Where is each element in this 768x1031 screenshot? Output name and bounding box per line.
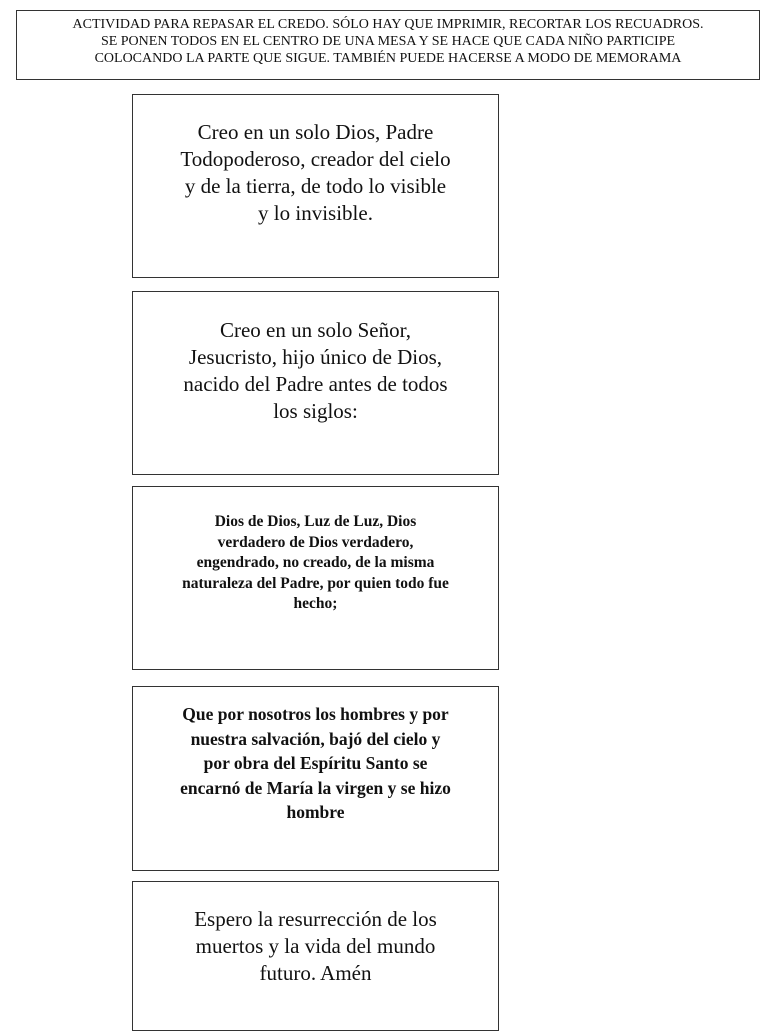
creed-card-text [133, 317, 498, 425]
instructions-box [16, 10, 760, 80]
creed-card-text [133, 119, 498, 227]
creed-card-line: los siglos: [273, 399, 358, 423]
instructions-line: ACTIVIDAD PARA REPASAR EL CREDO. SÓLO HAY QUE IMPRIMIR, RECORTAR LOS RECUADROS. [72, 17, 704, 32]
creed-card-line: hombre [286, 802, 345, 822]
creed-card-text [133, 906, 498, 987]
creed-card-line: muertos y la vida del mundo [195, 934, 436, 958]
creed-card-line: naturaleza del Padre, por quien todo fue [182, 574, 449, 592]
creed-card-line: Jesucristo, hijo único de Dios, [188, 345, 443, 369]
creed-card-line: por obra del Espíritu Santo se [203, 753, 428, 773]
creed-card-line: Dios de Dios, Luz de Luz, Dios [214, 513, 417, 530]
creed-card-line: verdadero de Dios verdadero, [217, 533, 414, 551]
creed-card-2 [132, 291, 499, 475]
creed-card-line: Que por nosotros los hombres y por [182, 704, 449, 724]
creed-card-line: hecho; [293, 595, 338, 612]
creed-card-text [133, 512, 498, 615]
creed-card-5 [132, 881, 499, 1031]
creed-card-line: Creo en un solo Dios, Padre [197, 120, 434, 144]
creed-card-4 [132, 686, 499, 871]
creed-card-line: nacido del Padre antes de todos [183, 372, 448, 396]
creed-card-line: encarnó de María la virgen y se hizo [180, 777, 451, 798]
instructions-line: COLOCANDO LA PARTE QUE SIGUE. TAMBIÉN PUEDE HACERSE A MODO DE MEMORAMA [94, 51, 682, 66]
creed-card-text [133, 702, 498, 825]
creed-card-3 [132, 486, 499, 670]
creed-card-line: Espero la resurrección de los [194, 907, 437, 931]
creed-card-1 [132, 94, 499, 278]
creed-card-line: Creo en un solo Señor, [219, 318, 412, 342]
instructions-line: SE PONEN TODOS EN EL CENTRO DE UNA MESA Y SE HACE QUE CADA NIÑO PARTICIPE [100, 34, 676, 49]
creed-card-line: y de la tierra, de todo lo visible [184, 174, 447, 198]
creed-card-line: Todopoderoso, creador del cielo [180, 147, 451, 171]
creed-card-line: y lo invisible. [258, 201, 373, 225]
creed-card-line: nuestra salvación, bajó del cielo y [190, 728, 441, 749]
creed-card-line: engendrado, no creado, de la misma [196, 554, 435, 571]
creed-card-line: futuro. Amén [259, 961, 372, 985]
